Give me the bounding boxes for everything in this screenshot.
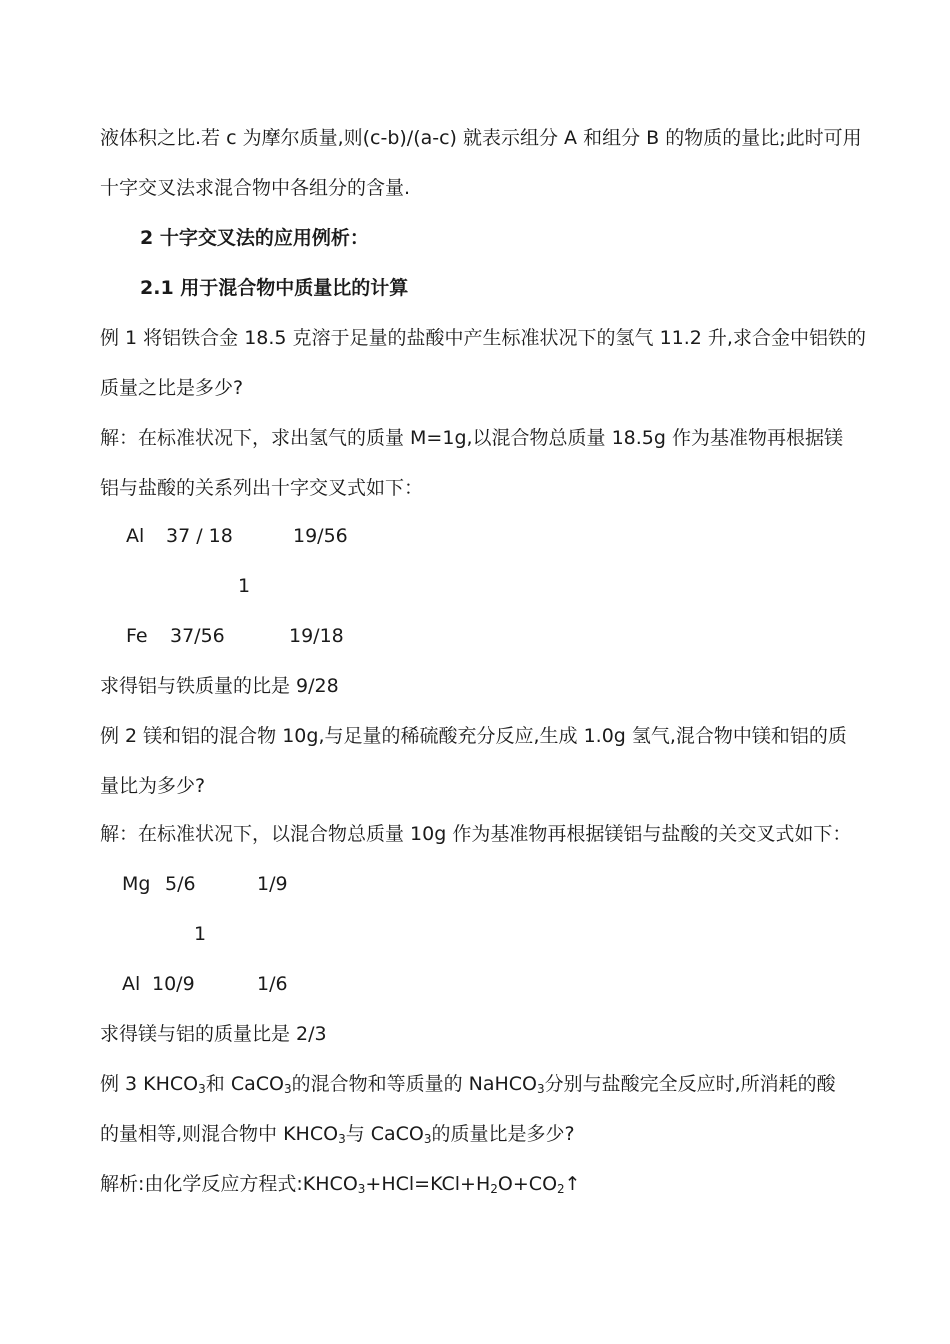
cross-value: 1/9 [257, 873, 288, 895]
example-2-result: 求得镁与铝的质量比是 2/3 [100, 1023, 327, 1045]
section-heading: 2 十字交叉法的应用例析： [140, 227, 369, 249]
example-3-question: 例 3 $KHCO_3$和 CaCO$_3$的混合物和等质量的 NaHCO$_3$分别与盐酸完全反应时,所消耗的酸 [100, 1073, 836, 1096]
example-1-solution: 解：在标准状况下，求出氢气的质量 M=1g,以混合物总质量 18.5g 作为基准物再根据镁 [100, 427, 843, 449]
example-3-question-cont: 的量相等,则混合物中 $KHCO_3$与 CaCO$_3$的质量比是多少? [100, 1123, 575, 1146]
cross-value: 37 / 18 [166, 525, 233, 547]
example-1-question-cont: 质量之比是多少? [100, 377, 244, 399]
element-label: Al [126, 525, 145, 547]
paragraph-line: 液体积之比.若 c 为摩尔质量,则(c-b)/(a-c) 就表示组分 A 和组分 B 的物质的量比;此时可用 [100, 127, 862, 149]
cross-center: 1 [238, 575, 251, 597]
element-label: Mg [122, 873, 151, 895]
example-1-question: 例 1 将铝铁合金 18.5 克溶于足量的盐酸中产生标准状况下的氢气 11.2 升,求合金中铝铁的 [100, 327, 866, 349]
example-1-solution-cont: 铝与盐酸的关系列出十字交叉式如下： [100, 477, 424, 499]
cross-center: 1 [194, 923, 207, 945]
cross-value: 1/6 [257, 973, 288, 995]
element-label: Fe [126, 625, 148, 647]
example-1-result: 求得铝与铁质量的比是 9/28 [100, 675, 339, 697]
subsection-heading: 2.1 用于混合物中质量比的计算 [140, 277, 409, 299]
example-3-analysis: 解析:由化学反应方程式$:KHCO_3+HCl=KCl+H_2O+CO_2↑$ [100, 1173, 581, 1196]
element-label: Al [122, 973, 141, 995]
example-2-question-cont: 量比为多少? [100, 775, 206, 797]
up-arrow-icon: ↑ [564, 1173, 581, 1195]
cross-value: 5/6 [165, 873, 196, 895]
cross-value: 37/56 [170, 625, 225, 647]
cross-value: 10/9 [152, 973, 195, 995]
paragraph-line: 十字交叉法求混合物中各组分的含量. [100, 177, 411, 199]
cross-value: 19/56 [293, 525, 348, 547]
example-2-solution: 解：在标准状况下，以混合物总质量 10g 作为基准物再根据镁铝与盐酸的关交叉式如下： [100, 823, 852, 845]
example-2-question: 例 2 镁和铝的混合物 10g,与足量的稀硫酸充分反应,生成 1.0g 氢气,混合物中镁和铝的质 [100, 725, 847, 747]
cross-value: 19/18 [289, 625, 344, 647]
